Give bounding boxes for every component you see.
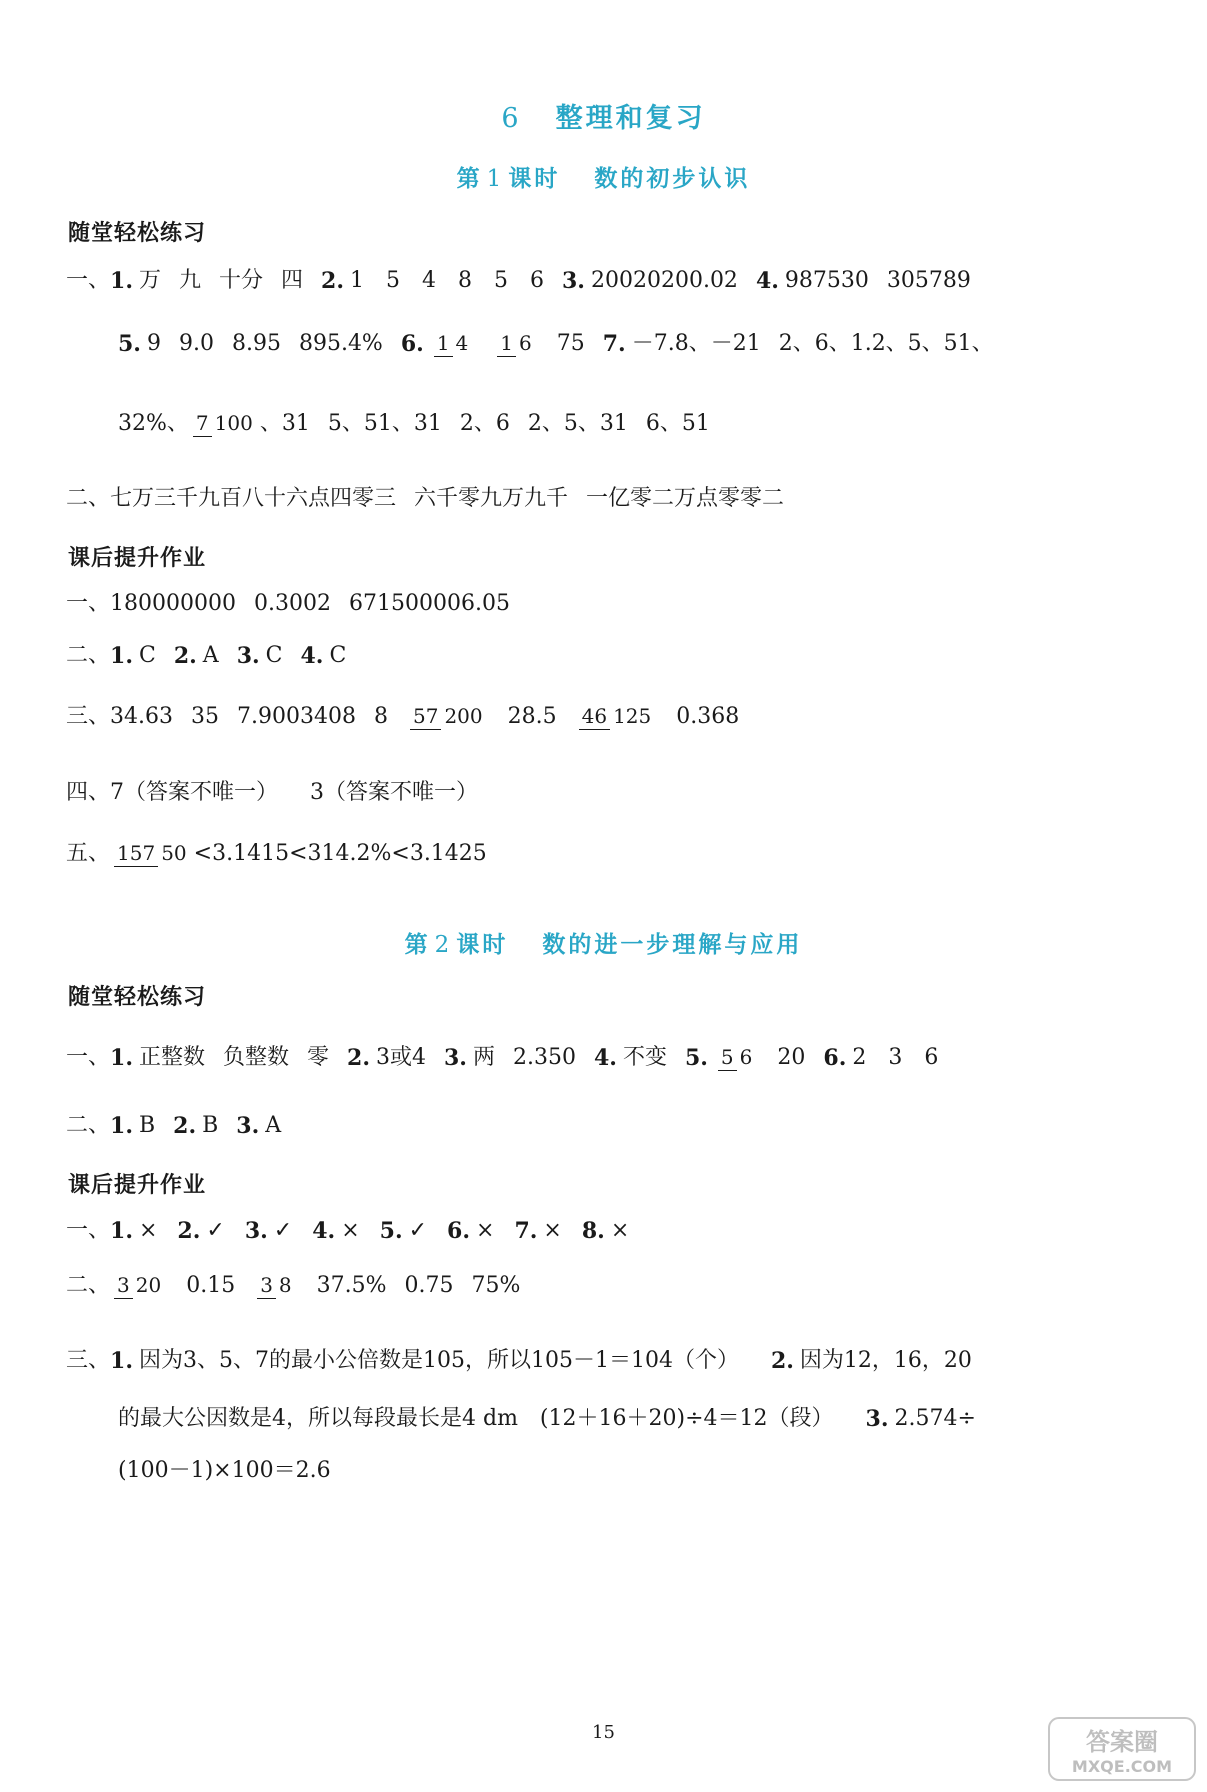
tf-item-mark: × [543,1218,562,1243]
tf-item-number: 2. [177,1218,201,1244]
fraction: 1 6 [497,330,534,357]
section-heading-after-1: 课后提升作业 [68,546,207,571]
tf-item-mark: × [341,1218,360,1243]
fraction: 3 20 [114,1272,164,1299]
l2-after-row-4: 的最大公因数是4，所以每段最长是4 dm (12＋16＋20)÷4＝12（段） 3. 2.574÷ [118,1406,976,1432]
lesson1-name: 数的初步认识 [594,166,751,192]
l2-after-row-2: 二、 3 20 0.15 3 8 37.5% 0.75 75% [66,1272,521,1298]
fraction: 7 100 [193,410,256,437]
l1-easy-row-3: 32%、 7 100 、31 5、51、31 2、6 2、5、31 6、51 [118,410,710,436]
tf-item-mark: ✓ [408,1218,428,1243]
fraction: 157 50 [114,840,190,867]
l2-easy-row-1: 一、 1. 正整数 负整数 零 2. 3或4 3. 两 2.350 4. 不变 5. 5 6 20 6. 2 3 6 [66,1044,939,1071]
tf-item-mark: ✓ [273,1218,293,1243]
fraction: 46 125 [579,703,655,730]
tf-item-mark: ✓ [206,1218,225,1243]
svg-text:MXQE.COM: MXQE.COM [1071,1757,1173,1776]
section-heading-easy-1: 随堂轻松练习 [68,221,207,246]
tf-item-number: 6. [447,1218,471,1244]
l1-after-row-4: 四、 7（答案不唯一） 3（答案不唯一） [66,780,479,805]
lesson2-title: 第 2 课时 数的进一步理解与应用 [404,932,803,958]
tf-item-mark: × [610,1218,630,1243]
chapter-name: 整理和复习 [555,103,706,134]
chapter-title [0,96,1207,135]
tf-item-number: 3. [244,1218,268,1244]
l1-after-row-1: 一、 180000000 0.3002 671500006.05 [66,591,510,616]
tf-item-number: 8. [581,1218,605,1244]
tf-item-number: 4. [312,1218,336,1244]
l1-after-row-3: 三、 34.63 35 7.9003408 8 57 200 28.5 46 125 0.368 [66,703,740,729]
lesson1-suffix: 课时 [508,166,561,192]
l1-after-row-2: 二、 1. C 2. A 3. C 4. C [66,643,347,669]
fraction: 3 8 [257,1272,294,1299]
tf-item-number: 1. [110,1218,133,1244]
l1-easy-row-1: 一、 1. 万 九 十分 四 2. 1 5 4 8 5 6 3. 20020200.02 4. 987530 305789 [66,268,971,294]
chapter-number: 6 [501,103,522,134]
fraction: 5 6 [718,1044,755,1071]
tf-item-number: 7. [514,1218,538,1244]
l2-after-row-5: (100－1)×100＝2.6 [118,1458,331,1483]
section-heading-after-2: 课后提升作业 [68,1173,207,1198]
l1-after-row-5: 五、 157 50 <3.1415<314.2%<3.1425 [66,840,487,866]
l1-easy-row-2: 5. 9 9.0 8.95 895.4% 6. 1 4 1 6 75 7. －7.8、－21 2、6、1.2、5、51、 [118,330,994,357]
l2-easy-row-2: 二、 1. B 2. B 3. A [66,1113,282,1139]
watermark-logo [1047,1714,1197,1784]
lesson1-prefix: 第 [456,166,483,192]
tf-item-number: 5. [379,1218,403,1244]
section-heading-easy-2: 随堂轻松练习 [68,985,207,1010]
page-number: 15 [592,1722,615,1743]
l2-after-row-1: 一、 1. × 2. ✓ 3. ✓ 4. × 5. ✓ 6. × 7. × 8. × [66,1218,630,1244]
fraction: 1 4 [434,330,471,357]
fraction: 57 200 [410,703,486,730]
svg-text:答案圈: 答案圈 [1086,1728,1158,1756]
tf-item-mark: × [138,1218,158,1243]
l1-easy-row-4: 二、 七万三千九百八十六点四零三 六千零九万九千 一亿零二万点零零二 [66,486,785,511]
lesson1-title [0,160,1207,193]
tf-item-mark: × [476,1218,495,1243]
lesson1-number: 1 [486,166,505,192]
l2-after-row-3: 三、 1. 因为3、5、7的最小公倍数是105，所以105－1＝104（个） 2. 因为12，16，20 [66,1348,972,1374]
